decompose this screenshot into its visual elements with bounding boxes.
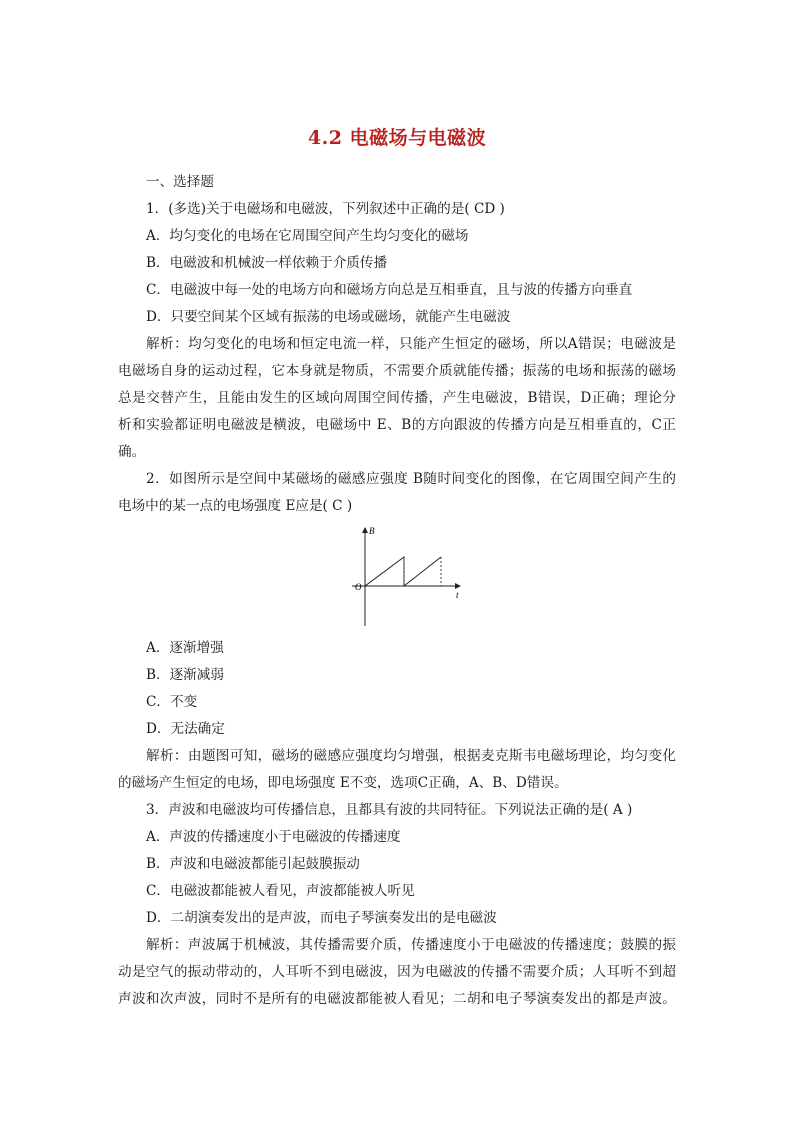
x-axis-label: t xyxy=(456,590,459,600)
origin-label: O xyxy=(355,582,362,592)
question-1-analysis-line: 解析：均匀变化的电场和恒定电流一样，只能产生恒定的磁场，所以A错误；电磁波是 xyxy=(146,336,676,352)
question-1-option-d: D．只要空间某个区域有振荡的电场或磁场，就能产生电磁波 xyxy=(146,309,511,325)
question-3-stem: 3．声波和电磁波均可传播信息，且都具有波的共同特征。下列说法正确的是( A ) xyxy=(146,802,633,818)
question-2-option-a: A．逐渐增强 xyxy=(146,640,224,656)
question-1-option-b: B．电磁波和机械波一样依赖于介质传播 xyxy=(146,255,388,271)
question-3-analysis-line: 声波和次声波，同时不是所有的电磁波都能被人看见；二胡和电子琴演奏发出的都是声波。 xyxy=(118,991,676,1007)
question-2-stem-line: 2．如图所示是空间中某磁场的磁感应强度 B随时间变化的图像，在它周围空间产生的 xyxy=(146,471,676,487)
question-1-stem: 1．(多选)关于电磁场和电磁波，下列叙述中正确的是( CD ) xyxy=(146,201,505,217)
question-1-option-c: C．电磁波中每一处的电场方向和磁场方向总是互相垂直，且与波的传播方向垂直 xyxy=(146,282,633,298)
question-2-option-b: B．逐渐减弱 xyxy=(146,667,224,683)
question-2-option-c: C．不变 xyxy=(146,694,198,710)
question-2-analysis-line: 解析：由题图可知，磁场的磁感应强度均匀增强，根据麦克斯韦电磁场理论，均匀变化 xyxy=(146,748,676,764)
question-3-analysis-line: 解析：声波属于机械波，其传播需要介质，传播速度小于电磁波的传播速度；鼓膜的振 xyxy=(146,937,676,953)
question-1-option-a: A．均匀变化的电场在它周围空间产生均匀变化的磁场 xyxy=(146,228,469,244)
question-3-option-b: B．声波和电磁波都能引起鼓膜振动 xyxy=(146,856,360,872)
question-2-analysis-line: 的磁场产生恒定的电场，即电场强度 E不变，选项C正确，A、B、D错误。 xyxy=(118,775,568,791)
question-3-option-c: C．电磁波都能被人看见，声波都能被人听见 xyxy=(146,883,415,899)
page-title: 4.2 电磁场与电磁波 xyxy=(307,127,487,149)
question-2-option-d: D．无法确定 xyxy=(146,721,225,737)
question-1-analysis-line: 确。 xyxy=(118,444,146,460)
question-3-option-a: A．声波的传播速度小于电磁波的传播速度 xyxy=(146,829,401,845)
b-t-graph xyxy=(348,524,468,630)
question-2-stem-line: 电场中的某一点的电场强度 E应是( C ) xyxy=(118,498,353,514)
question-1-analysis-line: 电磁场自身的运动过程，它本身就是物质，不需要介质就能传播；振荡的电场和振荡的磁场 xyxy=(118,363,676,379)
question-3-analysis-line: 动是空气的振动带动的，人耳听不到电磁波，因为电磁波的传播不需要介质；人耳听不到超 xyxy=(118,964,676,980)
b-sawtooth-line xyxy=(365,557,441,586)
section-heading: 一、选择题 xyxy=(146,174,214,190)
question-1-analysis-line: 析和实验都证明电磁波是横波，电磁场中 E、B的方向跟波的传播方向是互相垂直的，C正 xyxy=(118,417,676,433)
y-axis-label: B xyxy=(369,526,375,536)
question-3-option-d: D．二胡演奏发出的是声波，而电子琴演奏发出的是电磁波 xyxy=(146,910,497,926)
question-1-analysis-line: 总是交替产生，且能由发生的区域向周围空间传播，产生电磁波，B错误，D正确；理论分 xyxy=(118,390,676,406)
